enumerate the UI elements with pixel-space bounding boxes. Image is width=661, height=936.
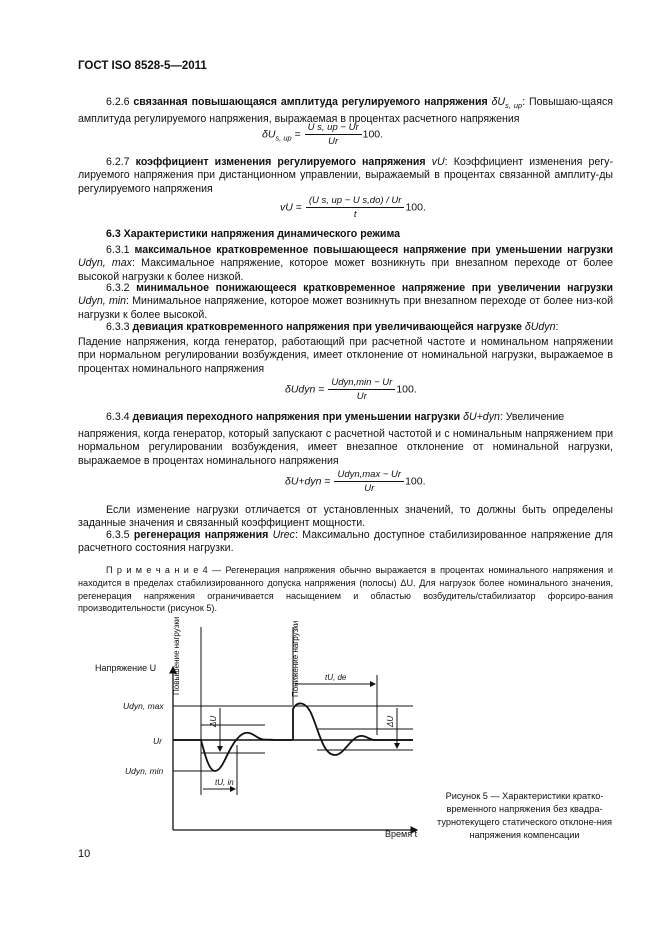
term-definition: : Минимальное напряжение, которое может возникнуть при внезапном переходе от более низ-кой нагрузки к более высокой. <box>78 295 613 321</box>
term-symbol: Urec <box>272 529 295 541</box>
delta-u-label-right: ΔU <box>386 715 395 727</box>
section-number: 6.3.4 <box>106 411 130 423</box>
section-6-3-heading: 6.3 Характеристики напряжения динамического режима <box>106 228 401 240</box>
load-increase-label: Повышение нагрузки <box>172 616 181 695</box>
dimension-arrows <box>203 684 397 789</box>
term-definition: : Повышаю-щаяся амплитуда регулируемого напряжения, выражаемая в процентах расчетного напряжения <box>78 96 613 125</box>
section-6-3-3-title: 6.3.3 девиация кратковременного напряжения при увеличивающейся нагрузке δUdyn: <box>106 321 559 333</box>
term-symbol: δU+dyn <box>463 411 500 423</box>
dip-curve <box>173 733 293 771</box>
term-definition: : Максимально доступное стабилизированное напряжение для расчетного состояния нагрузки. <box>78 529 614 555</box>
term-symbol: Udyn, max <box>78 257 132 270</box>
u-dyn-max-label: Udyn, max <box>123 701 164 711</box>
t-u-in-label: tU, in <box>215 778 234 787</box>
term-title: максимальное кратковременное повышающееся напряжение при уменьшении нагрузки <box>134 244 613 256</box>
y-axis-label: Напряжение U <box>95 663 157 673</box>
term-title: девиация кратковременного напряжения при увеличивающейся нагрузке <box>132 321 522 333</box>
section-6-2-7 <box>78 156 613 196</box>
u-r-label: Ur <box>153 736 162 746</box>
note-4: П р и м е ч а н и е 4 — Регенерация напряжения обычно выражается в процентах номинального напряжения и находится в пределах стабилизированного допуска напряжения (полосы) ΔU. Для нагрузок более номинального значения, регенерация напряжения ограничивается насыщением и областью возбудитель/стабилизатор форсиро-вания производительности (рисунок 5). <box>78 565 613 614</box>
equation-6-2-6: $\delta U_{s, up}$ = $\frac{\text{U s, up − Ur}}{Ur}$ 100. <box>262 122 384 147</box>
section-number: 6.2.7 <box>106 156 130 168</box>
section-6-3-4-title: 6.3.4 девиация переходного напряжения при уменьшении нагрузки δU+dyn: Увеличение <box>106 411 565 423</box>
t-u-de-label: tU, de <box>325 673 347 682</box>
figure-5-diagram <box>95 605 425 850</box>
term-title: связанная повышающаяся амплитуда регулируемого напряжения <box>133 96 488 108</box>
section-number: 6.3.3 <box>106 321 130 333</box>
term-title: регенерация напряжения <box>133 529 269 541</box>
term-symbol: δUdyn <box>524 321 556 333</box>
term-title: минимальное понижающееся кратковременное напряжение при увеличении нагрузки <box>136 282 613 294</box>
term-symbol: δU <box>491 96 506 108</box>
term-symbol: Udyn, min <box>78 295 127 308</box>
section-6-3-5 <box>78 529 613 556</box>
term-symbol: vU <box>431 156 445 168</box>
load-change-paragraph: Если изменение нагрузки отличается от установленных значений, то должны быть определены заданные значения и связанный коэффициент мощности. <box>78 504 613 530</box>
section-6-2-6: 6.2.6 связанная повышающаяся амплитуда регулируемого напряжения $\delta U_{s, up}$: Повышаю-щаяся амплитуда регулируемого напряжения, выражаемая в процентах расчетного напряжения <box>78 96 613 125</box>
section-number: 6.3.2 <box>106 282 130 294</box>
section-6-3-3-text: Падение напряжения, когда генератор, работающий при расчетной частоте и номинальном напряжении при нормальном регулировании возбуждения, имеет отклонение от номинальной нагрузки, выражаемое в процентах номинального напряжения <box>78 336 613 375</box>
term-definition: : Максимальное напряжение, которое может возникнуть при внезапном переходе от более высокой нагрузки к более низкой. <box>78 257 613 283</box>
figure-5-caption: Рисунок 5 — Характеристики кратко-временного напряжения без квадра-турнотекущего статического отклоне-ния напряжения компенсации <box>437 791 612 840</box>
section-6-3-1 <box>78 244 613 284</box>
delta-u-label-left: ΔU <box>209 715 218 727</box>
load-decrease-label: Понижение нагрузки <box>291 620 300 697</box>
equation-6-3-4: δU+dyn = $\frac{\text{Udyn,max − Ur}}{Ur}$ 100. <box>285 469 426 494</box>
section-6-3-4-text: напряжения, когда генератор, который запускают с расчетной частотой и с номинальным напряжением при нормальном регулировании возбуждения, имеет внезапное отклонение от номинальной нагрузки, выражаемое в процентах номинального напряжения <box>78 428 613 467</box>
term-title: коэффициент изменения регулируемого напряжения <box>135 156 426 168</box>
section-number: 6.3.1 <box>106 244 130 256</box>
section-number: 6.2.6 <box>106 96 130 108</box>
section-number: 6.3.5 <box>106 529 130 541</box>
equation-6-2-7: vU = $\frac{\text{(U s, up − U s,do) / Ur}}{t}$ 100. <box>280 195 426 220</box>
term-title: девиация переходного напряжения при уменьшении нагрузки <box>132 411 461 423</box>
page-number: 10 <box>78 848 91 860</box>
section-6-3-2 <box>78 282 613 322</box>
standard-header: ГОСТ ISO 8528-5—2011 <box>78 60 207 72</box>
u-dyn-min-label: Udyn, min <box>125 766 164 776</box>
equation-6-3-3: δUdyn = $\frac{\text{Udyn,min − Ur}}{Ur}$ 100. <box>285 377 417 402</box>
x-axis-label: Время t <box>385 829 418 839</box>
term-definition: : Коэффициент изменения регу-лируемого напряжения при дистанционном управлении, выражаемый в процентах связанной амплиту-ды регулируемого напряжения <box>78 156 613 195</box>
